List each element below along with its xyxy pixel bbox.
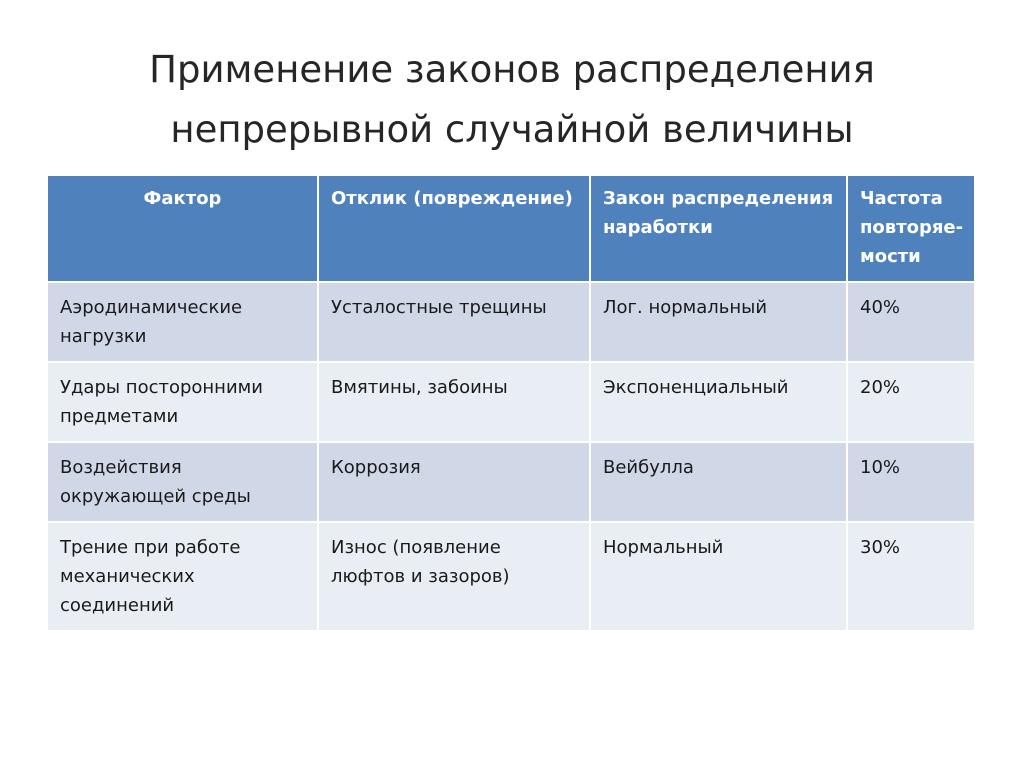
cell-response: Усталостные трещины	[318, 282, 590, 362]
header-factor: Фактор	[48, 176, 318, 282]
distribution-table	[48, 176, 974, 632]
table-row	[48, 282, 974, 362]
table-row	[48, 362, 974, 442]
cell-distribution-law: Нормальный	[590, 522, 847, 631]
cell-distribution-law: Вейбулла	[590, 442, 847, 522]
cell-factor: Воздействия окружающей среды	[48, 442, 318, 522]
cell-factor: Трение при работе механических соединений	[48, 522, 318, 631]
cell-frequency: 30%	[847, 522, 974, 631]
table-row	[48, 522, 974, 631]
header-frequency: Частота повторяе-мости	[847, 176, 974, 282]
cell-frequency: 20%	[847, 362, 974, 442]
cell-distribution-law: Экспоненциальный	[590, 362, 847, 442]
slide-title-line-2: непрерывной случайной величины	[170, 108, 854, 151]
cell-response: Коррозия	[318, 442, 590, 522]
slide-title-line-1: Применение законов распределения	[149, 48, 875, 91]
cell-response: Вмятины, забоины	[318, 362, 590, 442]
header-response: Отклик (повреждение)	[318, 176, 590, 282]
cell-distribution-law: Лог. нормальный	[590, 282, 847, 362]
cell-factor: Аэродинамические нагрузки	[48, 282, 318, 362]
header-distribution-law: Закон распределения наработки	[590, 176, 847, 282]
cell-factor: Удары посторонними предметами	[48, 362, 318, 442]
slide-title	[40, 40, 984, 160]
cell-response: Износ (появление люфтов и зазоров)	[318, 522, 590, 631]
cell-frequency: 40%	[847, 282, 974, 362]
table-header-row	[48, 176, 974, 282]
table-row	[48, 442, 974, 522]
cell-frequency: 10%	[847, 442, 974, 522]
